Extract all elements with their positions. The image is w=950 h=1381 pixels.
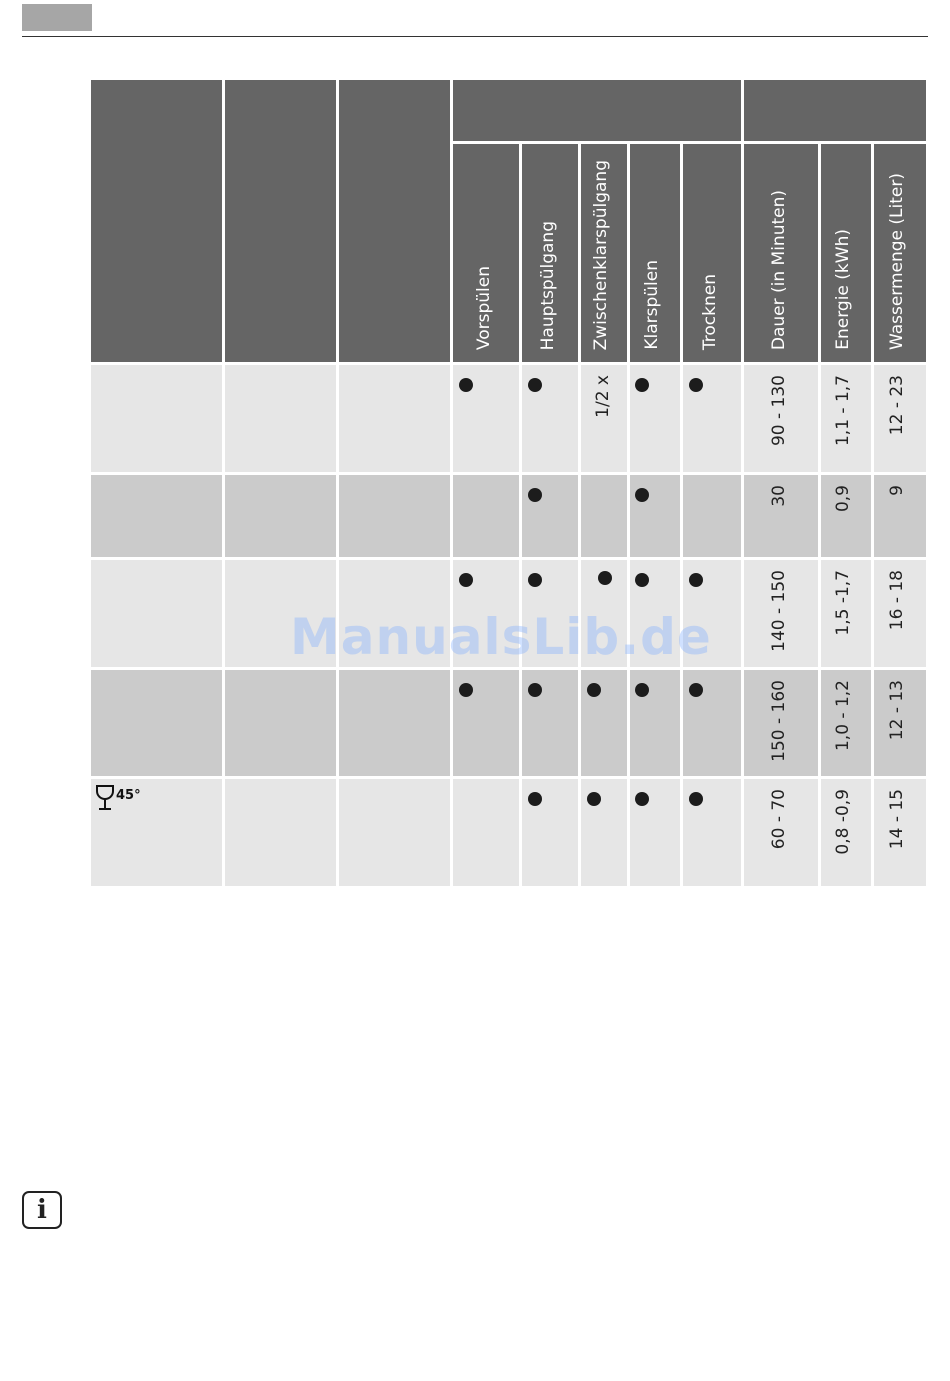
active-phase-dot xyxy=(635,792,649,806)
row5-col2 xyxy=(225,779,336,886)
header-klarspuelen xyxy=(630,144,680,362)
header-hauptspuelgang-label: Hauptspülgang xyxy=(538,220,558,350)
row5-vorspuelen xyxy=(453,779,519,886)
row1-program xyxy=(91,365,222,472)
row1-dauer-value: 90 - 130 xyxy=(769,375,789,447)
row2-hauptspuelgang xyxy=(522,475,578,557)
active-phase-dot xyxy=(598,571,612,585)
active-phase-dot xyxy=(635,488,649,502)
row3-energie xyxy=(821,560,871,667)
active-phase-dot xyxy=(587,683,601,697)
header-zwischenklarspuelgang xyxy=(581,144,627,362)
row5-trocknen xyxy=(683,779,741,886)
header-energie xyxy=(821,144,871,362)
row4-col2 xyxy=(225,670,336,776)
active-phase-dot xyxy=(635,378,649,392)
row2-wasser-value: 9 xyxy=(887,485,907,496)
row5-energie xyxy=(821,779,871,886)
row1-zwischenklarspuelgang xyxy=(581,365,627,472)
active-phase-dot xyxy=(528,488,542,502)
program-temperature: 45° xyxy=(116,788,141,803)
program-table xyxy=(91,80,926,886)
row1-wasser xyxy=(874,365,926,472)
row1-hauptspuelgang xyxy=(522,365,578,472)
header-zwischenklarspuelgang-label: Zwischenklarspülgang xyxy=(591,159,611,350)
row5-wasser-value: 14 - 15 xyxy=(887,789,907,850)
row2-vorspuelen xyxy=(453,475,519,557)
row2-trocknen xyxy=(683,475,741,557)
row4-wasser xyxy=(874,670,926,776)
active-phase-dot xyxy=(528,573,542,587)
row1-trocknen xyxy=(683,365,741,472)
row2-col3 xyxy=(339,475,450,557)
header-trocknen xyxy=(683,144,741,362)
row1-energie xyxy=(821,365,871,472)
active-phase-dot xyxy=(528,683,542,697)
row4-klarspuelen xyxy=(630,670,680,776)
row5-dauer xyxy=(744,779,818,886)
row1-klarspuelen xyxy=(630,365,680,472)
row4-dauer-value: 150 - 160 xyxy=(769,680,789,762)
row4-energie-value: 1,0 - 1,2 xyxy=(833,680,853,752)
row1-zwischen-text: 1/2 x xyxy=(593,375,613,418)
row1-col3 xyxy=(339,365,450,472)
active-phase-dot xyxy=(635,683,649,697)
header-dauer-label: Dauer (in Minuten) xyxy=(769,189,789,350)
active-phase-dot xyxy=(528,792,542,806)
row3-wasser xyxy=(874,560,926,667)
row5-zwischenklarspuelgang xyxy=(581,779,627,886)
row5-klarspuelen xyxy=(630,779,680,886)
row5-hauptspuelgang xyxy=(522,779,578,886)
row2-wasser xyxy=(874,475,926,557)
row3-program xyxy=(91,560,222,667)
header-energie-label: Energie (kWh) xyxy=(833,229,853,350)
row4-col3 xyxy=(339,670,450,776)
row1-dauer xyxy=(744,365,818,472)
row3-wasser-value: 16 - 18 xyxy=(887,570,907,631)
header-hauptspuelgang xyxy=(522,144,578,362)
active-phase-dot xyxy=(459,573,473,587)
row1-wasser-value: 12 - 23 xyxy=(887,375,907,436)
row5-dauer-value: 60 - 70 xyxy=(769,789,789,850)
row1-energie-value: 1,1 - 1,7 xyxy=(833,375,853,447)
row4-vorspuelen xyxy=(453,670,519,776)
row2-dauer xyxy=(744,475,818,557)
row1-col2 xyxy=(225,365,336,472)
active-phase-dot xyxy=(689,683,703,697)
header-cell-blank-2 xyxy=(225,80,336,362)
row3-dauer xyxy=(744,560,818,667)
row2-zwischenklarspuelgang xyxy=(581,475,627,557)
active-phase-dot xyxy=(689,378,703,392)
header-vorspuelen-label: Vorspülen xyxy=(474,265,494,350)
row3-energie-value: 1,5 -1,7 xyxy=(833,570,853,636)
row5-program xyxy=(91,779,222,886)
header-klarspuelen-label: Klarspülen xyxy=(642,260,662,350)
row2-program xyxy=(91,475,222,557)
row1-vorspuelen xyxy=(453,365,519,472)
row2-col2 xyxy=(225,475,336,557)
row2-energie-value: 0,9 xyxy=(833,485,853,513)
row4-hauptspuelgang xyxy=(522,670,578,776)
active-phase-dot xyxy=(528,378,542,392)
row4-program xyxy=(91,670,222,776)
header-cell-blank-3 xyxy=(339,80,450,362)
row2-klarspuelen xyxy=(630,475,680,557)
row4-dauer xyxy=(744,670,818,776)
row4-trocknen xyxy=(683,670,741,776)
header-trocknen-label: Trocknen xyxy=(700,273,720,350)
header-vorspuelen xyxy=(453,144,519,362)
header-group-consumption xyxy=(744,80,926,141)
header-cell-program xyxy=(91,80,222,362)
active-phase-dot xyxy=(689,573,703,587)
row5-col3 xyxy=(339,779,450,886)
active-phase-dot xyxy=(459,683,473,697)
row5-energie-value: 0,8 -0,9 xyxy=(833,789,853,855)
active-phase-dot xyxy=(689,792,703,806)
active-phase-dot xyxy=(587,792,601,806)
row4-wasser-value: 12 - 13 xyxy=(887,680,907,741)
active-phase-dot xyxy=(459,378,473,392)
header-rule xyxy=(22,36,928,37)
info-icon: i xyxy=(22,1191,62,1229)
row2-energie xyxy=(821,475,871,557)
header-group-phases xyxy=(453,80,741,141)
row4-energie xyxy=(821,670,871,776)
page-tab-marker xyxy=(22,4,92,31)
header-wassermenge xyxy=(874,144,926,362)
wine-glass-icon xyxy=(94,785,116,811)
watermark: ManualsLib.de xyxy=(290,608,712,666)
active-phase-dot xyxy=(635,573,649,587)
row5-wasser xyxy=(874,779,926,886)
row4-zwischenklarspuelgang xyxy=(581,670,627,776)
row2-dauer-value: 30 xyxy=(769,485,789,507)
row3-dauer-value: 140 - 150 xyxy=(769,570,789,652)
header-dauer xyxy=(744,144,818,362)
header-wassermenge-label: Wassermenge (Liter) xyxy=(887,172,907,350)
